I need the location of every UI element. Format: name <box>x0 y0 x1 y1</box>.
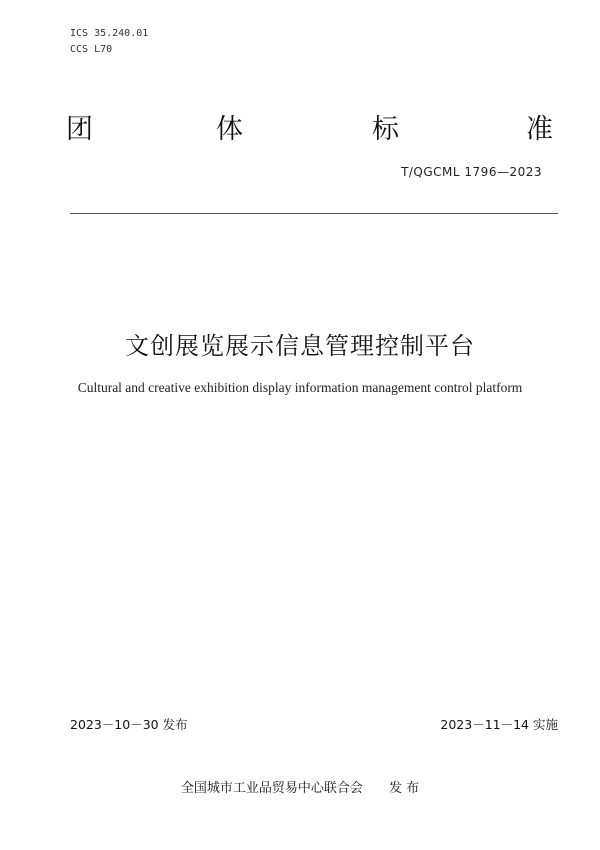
standard-type-char: 体 <box>216 114 243 145</box>
standard-type-char: 团 <box>66 114 93 145</box>
header-divider <box>70 213 558 214</box>
document-title-chinese: 文创展览展示信息管理控制平台 <box>125 332 475 360</box>
standard-type-char: 标 <box>372 114 399 145</box>
standard-type-heading <box>66 112 554 152</box>
standard-number: T/QGCML 1796—2023 <box>401 165 542 179</box>
ccs-code: CCS L70 <box>70 44 113 55</box>
publish-date: 2023－10－30 发布 <box>70 717 188 732</box>
issue-action: 发 布 <box>388 781 420 796</box>
issuer-name: 全国城市工业品贸易中心联合会 <box>180 781 363 796</box>
document-title-english: Cultural and creative exhibition display information management control platform <box>77 380 523 395</box>
standard-type-char: 准 <box>526 114 553 145</box>
effective-date: 2023－11－14 实施 <box>440 717 558 732</box>
issuing-organization <box>0 777 600 796</box>
classification-codes <box>70 26 148 58</box>
ics-code: ICS 35.240.01 <box>70 28 149 39</box>
